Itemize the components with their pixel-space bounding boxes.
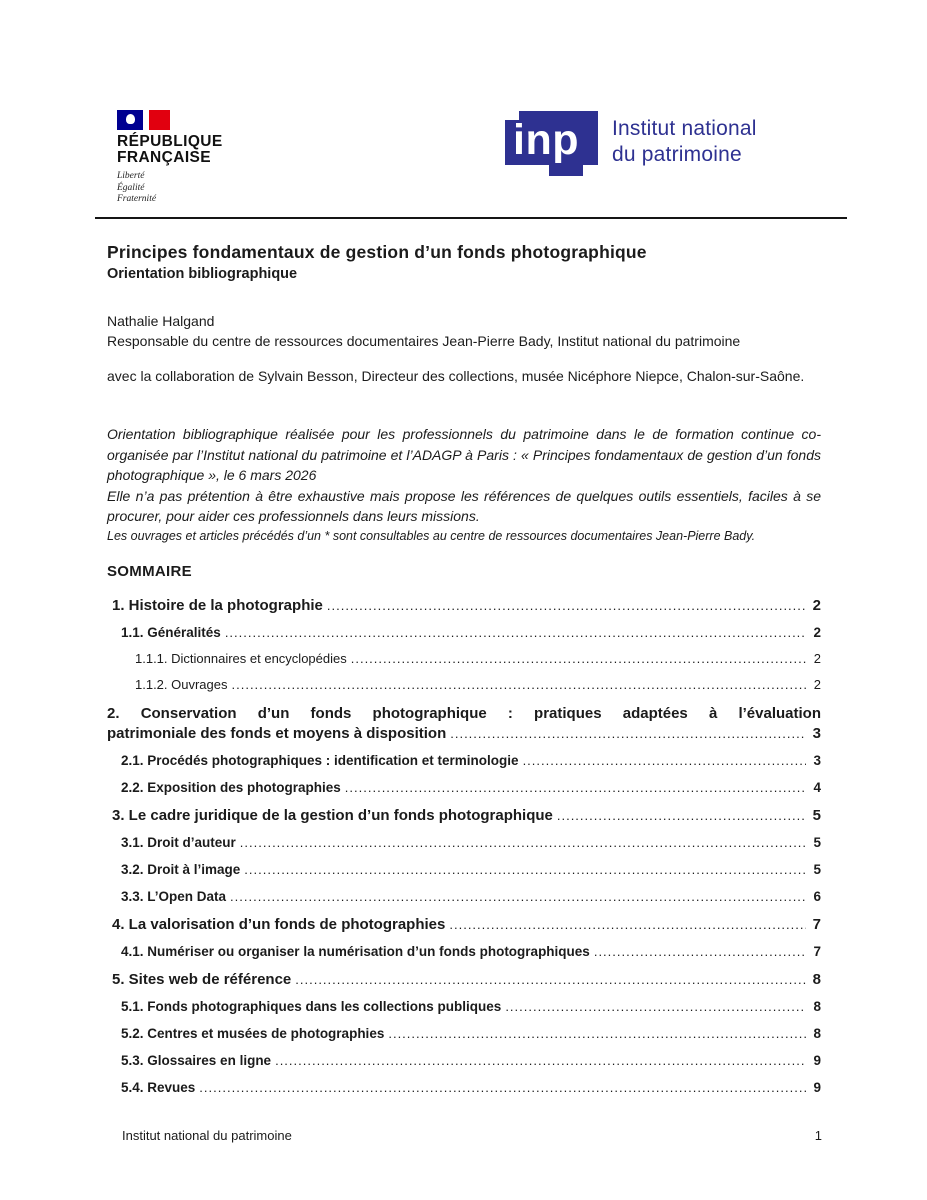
toc-page-number: 6 [813,889,821,904]
toc-entry-label: 1.1.2. Ouvrages [135,677,228,693]
toc-entry-label: 1.1. Généralités [121,625,221,641]
toc-entry-label: 3.3. L’Open Data [121,889,227,904]
toc-entry-4[interactable] [107,916,821,933]
toc-dot-leader [199,1081,806,1096]
toc-page-number: 5 [813,835,821,851]
toc-entry-5-2[interactable] [107,1026,821,1042]
toc-page-number: 5 [813,862,821,878]
footer-institution: Institut national du patrimoine [122,1128,292,1143]
toc-page-number: 8 [813,999,821,1015]
toc-entry-label: 3.2. Droit à l’image [121,862,241,878]
toc-entry-3-3[interactable] [107,889,821,905]
toc-dot-leader [345,781,806,796]
toc-page-number: 2 [812,597,821,614]
toc-entry-5-3[interactable] [107,1053,821,1069]
toc-page-number: 7 [813,944,821,960]
toc-page-number: 3 [813,753,821,768]
toc-dot-leader [295,973,806,988]
toc-dot-leader [275,1054,806,1069]
toc-page-number: 9 [813,1080,821,1096]
asterisk-note: Les ouvrages et articles précédés d’un * sont consultables au centre de ressources documentaires Jean-Pierre Bady. [107,529,756,543]
toc-heading: SOMMAIRE [107,563,192,580]
republique-francaise-logo [117,110,237,206]
toc-page-number: 9 [813,1053,821,1069]
abstract-paragraph-1: Orientation bibliographique réalisée pour les professionnels du patrimoine dans le de formation continue co-organisée par l’Institut national du patrimoine et l’ADAGP à Paris : « Principes fondamentaux de gestion d’un fonds photographique », le 6 mars 2026 [107,426,821,483]
toc-dot-leader [230,890,806,905]
toc-dot-leader [244,863,806,878]
rf-logo-name-line1: RÉPUBLIQUE [117,133,223,150]
flag-blue-block [117,110,143,130]
inp-logo [505,108,757,176]
toc-dot-leader [523,754,806,769]
toc-entry-label: 1. Histoire de la photographie [112,597,323,614]
toc-entry-label: 2.1. Procédés photographiques : identification et terminologie [121,753,519,768]
rf-motto-line3: Fraternité [117,194,157,204]
rf-logo-motto [117,171,237,206]
toc-entry-2-1[interactable] [107,753,821,769]
toc-dot-leader [225,626,806,641]
toc-dot-leader [240,836,806,851]
toc-page-number: 8 [813,1026,821,1042]
toc-entry-2-2[interactable] [107,780,821,796]
toc-dot-leader [505,1000,806,1015]
authors-block [107,311,821,386]
toc-entry-label: 1.1.1. Dictionnaires et encyclopédies [135,651,347,667]
toc-page-number: 2 [813,677,821,693]
toc-dot-leader [232,678,807,693]
author-role: Responsable du centre de ressources documentaires Jean-Pierre Bady, Institut national du patrimoine [107,333,741,349]
rf-logo-name-line2: FRANÇAISE [117,149,212,166]
inp-logo-icon [505,108,598,176]
toc-entry-2[interactable] [107,704,821,742]
author-name: Nathalie Halgand [107,313,215,329]
flag-red-block [149,110,170,130]
toc-page-number: 2 [813,625,821,641]
title-block [107,242,822,283]
toc-dot-leader [327,599,806,614]
toc-entry-label: 4. La valorisation d’un fonds de photographies [112,915,446,933]
toc-entry-label: 5.4. Revues [121,1080,196,1096]
toc-entry-1-1-2[interactable] [107,678,821,693]
toc-entry-label: 2.2. Exposition des photographies [121,779,341,795]
toc-entry-3-1[interactable] [107,835,821,851]
toc-entry-label: 5.2. Centres et musées de photographies [121,1026,385,1042]
toc-dot-leader [449,918,806,933]
toc-entry-label-line1: 2. Conservation d’un fonds photographique : pratiques adaptées à l’évaluation [107,705,821,723]
abstract-paragraph-2: Elle n’a pas prétention à être exhaustive mais propose les références de quelques outils essentiels, faciles à se procurer, pour aider ces professionnels dans leurs missions. [107,487,821,524]
toc-entry-label: 5.3. Glossaires en ligne [121,1053,272,1069]
inp-logo-name [612,116,757,168]
page-subtitle: Orientation bibliographique [107,266,298,282]
toc-entry-label: 3.1. Droit d’auteur [121,835,236,851]
toc-entry-1-1-1[interactable] [107,652,821,667]
toc-dot-leader [450,727,806,742]
rf-motto-line2: Égalité [117,182,145,193]
toc-page-number: 5 [812,806,821,824]
toc-dot-leader [557,809,806,824]
toc-entry-1-1[interactable] [107,625,821,641]
toc-dot-leader [388,1027,806,1042]
toc-page-number: 8 [812,971,821,989]
toc-entry-label: 5. Sites web de référence [112,971,292,989]
svg-text:inp: inp [513,116,579,164]
toc-entry-label-line2: patrimoniale des fonds et moyens à disposition [107,724,447,742]
toc-entry-4-1[interactable] [107,944,821,960]
inp-name-line1: Institut national [612,117,757,140]
toc-entry-label: 4.1. Numériser ou organiser la numérisation d’un fonds photographiques [121,944,590,960]
toc-page-number: 4 [813,779,821,795]
toc-entry-3-2[interactable] [107,862,821,878]
toc-entry-5-1[interactable] [107,999,821,1015]
toc-page-number: 7 [812,915,821,933]
toc-entry-5[interactable] [107,971,821,988]
table-of-contents [107,597,821,1107]
toc-entry-label: 3. Le cadre juridique de la gestion d’un fonds photographique [112,806,553,824]
toc-dot-leader [594,945,806,960]
toc-entry-3[interactable] [107,807,821,824]
toc-dot-leader [351,652,806,667]
abstract-block [107,424,821,527]
footer-page-number: 1 [814,1128,822,1143]
toc-page-number: 3 [812,724,821,742]
toc-page-number: 2 [813,651,821,667]
header-rule [95,217,847,219]
inp-name-line2: du patrimoine [612,143,742,166]
rf-motto-line1: Liberté [117,171,145,181]
page-title: Principes fondamentaux de gestion d’un fonds photographique [107,242,647,262]
collaboration-text: avec la collaboration de Sylvain Besson, Directeur des collections, musée Nicéphore Niepce, Chalon-sur-Saône. [107,368,805,384]
toc-entry-label: 5.1. Fonds photographiques dans les collections publiques [121,999,502,1015]
toc-entry-1[interactable] [107,597,821,614]
toc-entry-5-4[interactable] [107,1080,821,1096]
rf-logo-name [117,134,237,166]
french-flag-icon [117,110,237,131]
